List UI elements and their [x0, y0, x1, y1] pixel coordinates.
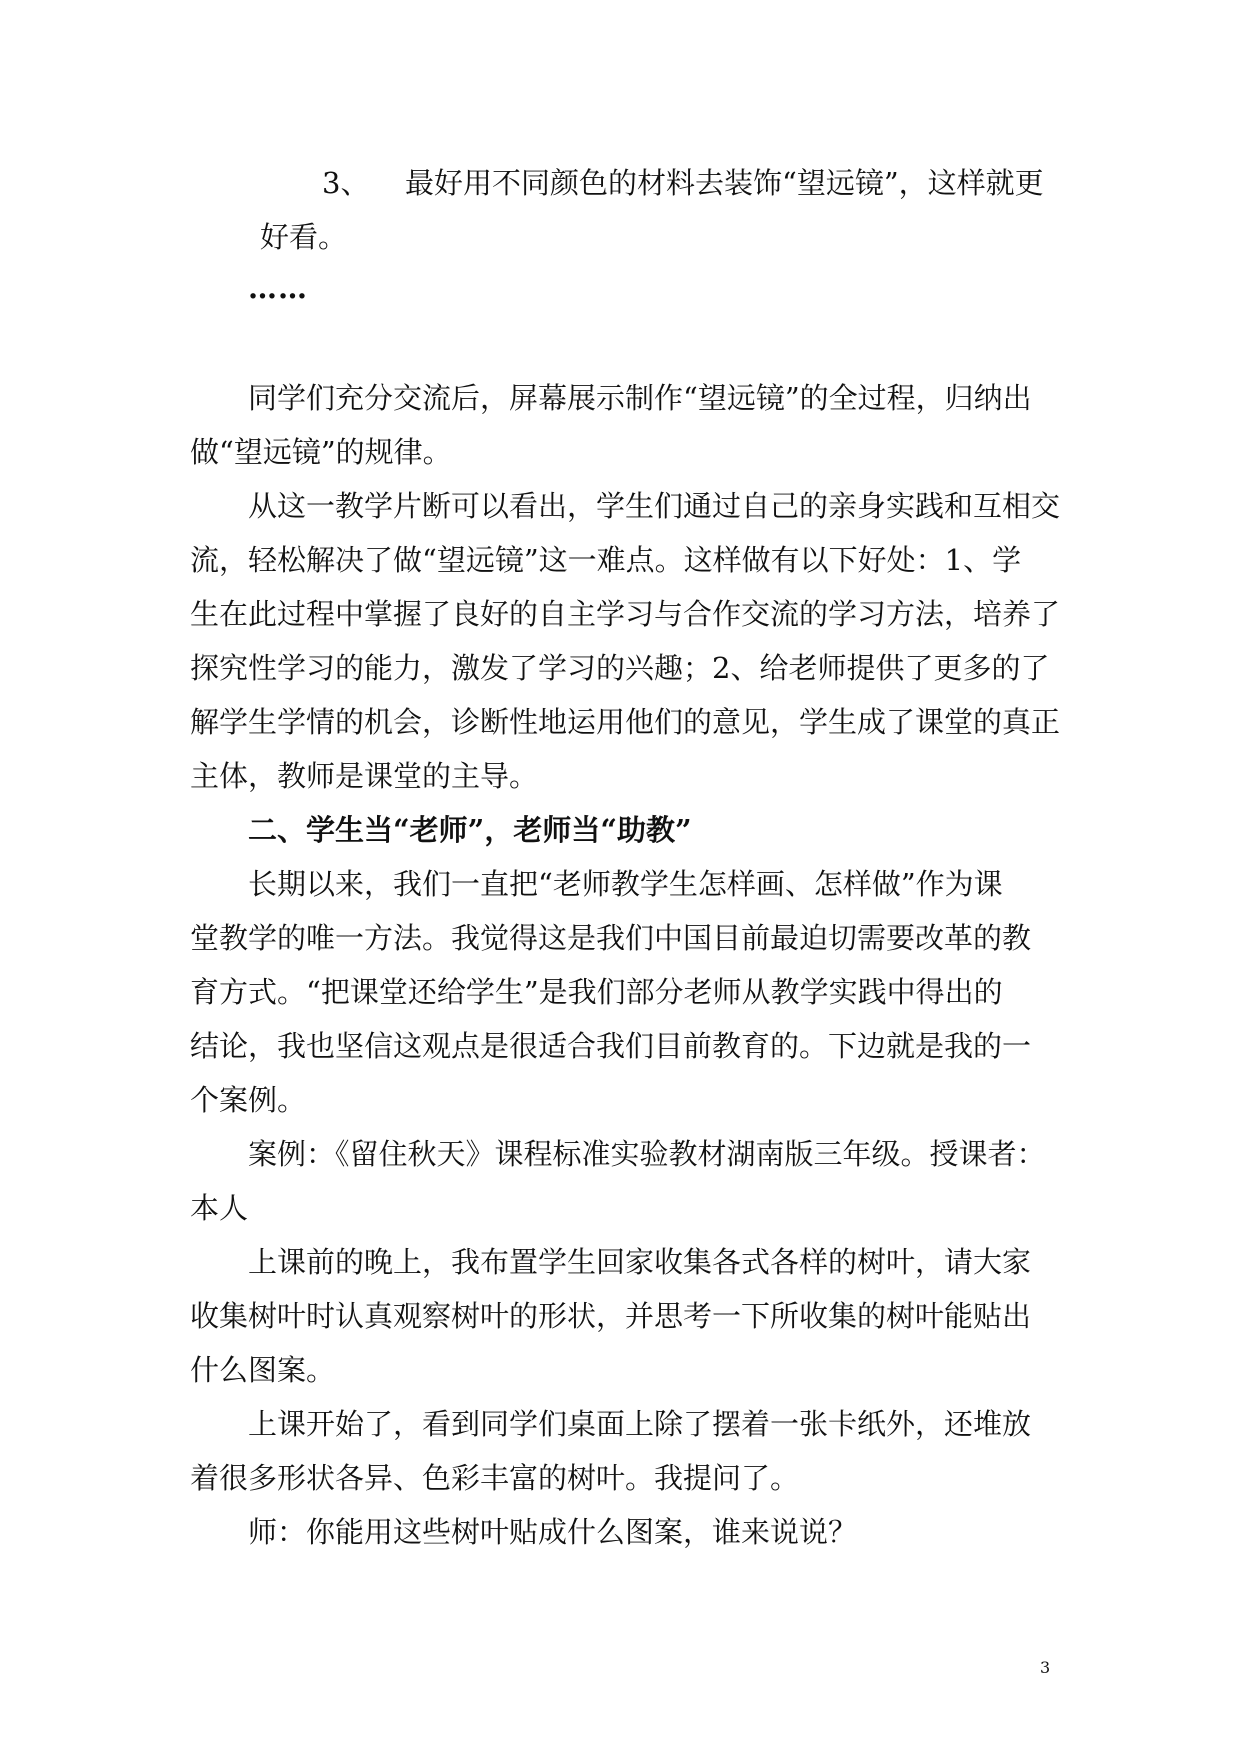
paragraph-6-line-2: 着很多形状各异、色彩丰富的树叶。我提问了。 — [190, 1461, 800, 1495]
paragraph-3-line-4: 结论，我也坚信这观点是很适合我们目前教育的。下边就是我的一 — [190, 1029, 1032, 1063]
paragraph-3-line-3: 育方式。“把课堂还给学生”是我们部分老师从教学实践中得出的 — [190, 975, 1003, 1009]
paragraph-2-line-6: 主体，教师是课堂的主导。 — [190, 759, 539, 793]
paragraph-6-line-1: 上课开始了，看到同学们桌面上除了摆着一张卡纸外，还堆放 — [248, 1407, 1032, 1441]
paragraph-5-line-3: 什么图案。 — [190, 1353, 336, 1387]
paragraph-2-line-2: 流，轻松解决了做“望远镜”这一难点。这样做有以下好处：1、学 — [190, 543, 1022, 577]
paragraph-4-line-2: 本人 — [190, 1191, 249, 1225]
section-heading: 二、学生当“老师”，老师当“助教” — [248, 813, 692, 847]
paragraph-4-line-1: 案例：《留住秋天》课程标准实验教材湖南版三年级。授课者： — [248, 1137, 1046, 1171]
paragraph-3-line-2: 堂教学的唯一方法。我觉得这是我们中国目前最迫切需要改革的教 — [190, 921, 1032, 955]
paragraph-3-line-1: 长期以来，我们一直把“老师教学生怎样画、怎样做”作为课 — [248, 867, 1003, 901]
paragraph-5-line-2: 收集树叶时认真观察树叶的形状，并思考一下所收集的树叶能贴出 — [190, 1299, 1032, 1333]
ellipsis: …… — [248, 271, 308, 305]
page-number: 3 — [1040, 1658, 1051, 1677]
list-item-text-line-1: 最好用不同颜色的材料去装饰“望远镜”，这样就更 — [405, 166, 1044, 200]
list-item-number: 3、 — [322, 166, 370, 200]
list-item-text-line-2: 好看。 — [260, 220, 348, 254]
paragraph-5-line-1: 上课前的晚上，我布置学生回家收集各式各样的树叶，请大家 — [248, 1245, 1032, 1279]
paragraph-1-line-2: 做“望远镜”的规律。 — [190, 435, 452, 469]
paragraph-1-line-1: 同学们充分交流后，屏幕展示制作“望远镜”的全过程，归纳出 — [248, 381, 1032, 415]
paragraph-2-line-1: 从这一教学片断可以看出，学生们通过自己的亲身实践和互相交 — [248, 489, 1061, 523]
paragraph-2-line-3: 生在此过程中掌握了良好的自主学习与合作交流的学习方法，培养了 — [190, 597, 1061, 631]
paragraph-7-line-1: 师：你能用这些树叶贴成什么图案，谁来说说？ — [248, 1515, 858, 1549]
paragraph-2-line-5: 解学生学情的机会，诊断性地运用他们的意见，学生成了课堂的真正 — [190, 705, 1061, 739]
paragraph-2-line-4: 探究性学习的能力，激发了学习的兴趣；2、给老师提供了更多的了 — [190, 651, 1050, 685]
paragraph-3-line-5: 个案例。 — [190, 1083, 307, 1117]
